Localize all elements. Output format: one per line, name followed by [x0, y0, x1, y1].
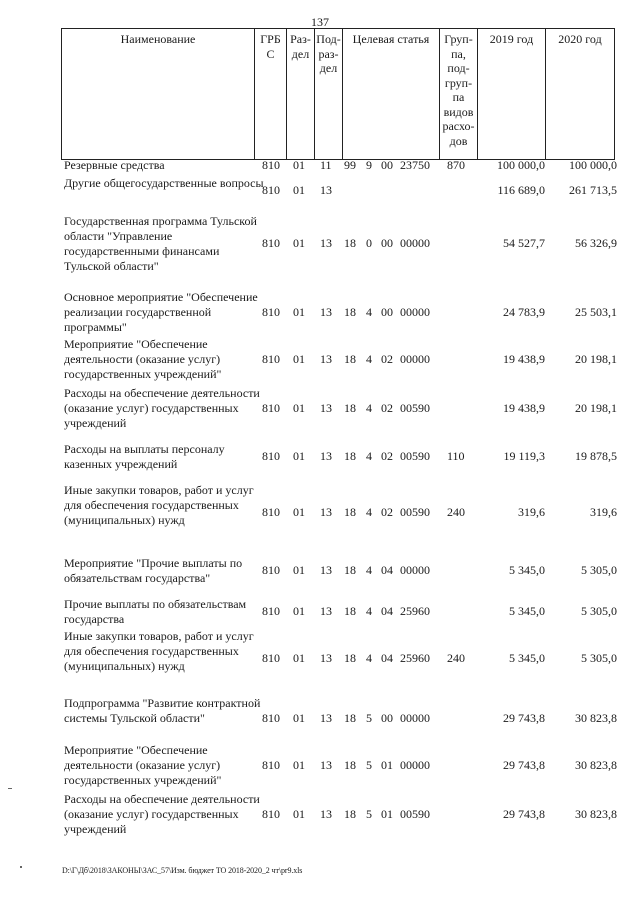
cell-a1: 18 — [344, 604, 356, 618]
cell-v2019: 116 689,0 — [497, 183, 545, 197]
cell-grbs: 810 — [262, 807, 280, 821]
cell-vr: 240 — [447, 505, 465, 519]
cell-a4: 25960 — [400, 604, 430, 618]
cell-pr: 13 — [320, 651, 332, 665]
row-name: Расходы на обеспечение деятельности (оказание услуг) государственных учреждений — [64, 386, 260, 430]
cell-a4: 00000 — [400, 758, 430, 772]
cell-v2020: 5 305,0 — [581, 604, 617, 618]
cell-a3: 04 — [381, 563, 393, 577]
cell-rz: 01 — [293, 604, 305, 618]
cell-a2: 4 — [366, 604, 372, 618]
cell-a3: 01 — [381, 807, 393, 821]
cell-a3: 00 — [381, 158, 393, 172]
cell-pr: 13 — [320, 505, 332, 519]
row-name: Государственная программа Тульской области "Управление государственными финансами Тульской области" — [64, 214, 257, 273]
cell-a2: 4 — [366, 449, 372, 463]
cell-grbs: 810 — [262, 505, 280, 519]
cell-rz: 01 — [293, 158, 305, 172]
cell-pr: 13 — [320, 604, 332, 618]
row-name: Мероприятие "Обеспечение деятельности (оказание услуг) государственных учреждений" — [64, 337, 222, 381]
cell-v2020: 20 198,1 — [575, 352, 617, 366]
cell-a1: 99 — [344, 158, 356, 172]
cell-a4: 00590 — [400, 401, 430, 415]
cell-a4: 00590 — [400, 449, 430, 463]
cell-a2: 4 — [366, 651, 372, 665]
cell-a4: 00000 — [400, 305, 430, 319]
cell-grbs: 810 — [262, 449, 280, 463]
cell-pr: 13 — [320, 401, 332, 415]
cell-v2020: 319,6 — [590, 505, 617, 519]
cell-v2020: 30 823,8 — [575, 711, 617, 725]
cell-a3: 02 — [381, 352, 393, 366]
cell-a3: 01 — [381, 758, 393, 772]
cell-rz: 01 — [293, 505, 305, 519]
page-number: 137 — [311, 15, 329, 29]
cell-grbs: 810 — [262, 158, 280, 172]
cell-a2: 9 — [366, 158, 372, 172]
header-grbs: ГРБ С — [255, 29, 287, 159]
cell-a2: 0 — [366, 236, 372, 250]
cell-a3: 02 — [381, 401, 393, 415]
cell-grbs: 810 — [262, 183, 280, 197]
cell-vr: 870 — [447, 158, 465, 172]
cell-pr: 13 — [320, 758, 332, 772]
cell-a1: 18 — [344, 651, 356, 665]
header-razdel: Раз- дел — [287, 29, 315, 159]
cell-rz: 01 — [293, 449, 305, 463]
header-name: Наименование — [62, 29, 255, 159]
cell-v2020: 20 198,1 — [575, 401, 617, 415]
cell-v2020: 25 503,1 — [575, 305, 617, 319]
cell-v2020: 5 305,0 — [581, 651, 617, 665]
cell-a3: 00 — [381, 236, 393, 250]
header-2019: 2019 год — [478, 29, 546, 159]
cell-a2: 5 — [366, 807, 372, 821]
cell-v2019: 54 527,7 — [503, 236, 545, 250]
cell-rz: 01 — [293, 651, 305, 665]
cell-v2020: 5 305,0 — [581, 563, 617, 577]
cell-v2019: 5 345,0 — [509, 651, 545, 665]
header-2020: 2020 год — [546, 29, 615, 159]
cell-a3: 02 — [381, 449, 393, 463]
cell-a1: 18 — [344, 449, 356, 463]
row-name: Подпрограмма "Развитие контрактной системы Тульской области" — [64, 696, 261, 725]
cell-a1: 18 — [344, 807, 356, 821]
header-target-article: Целевая статья — [343, 29, 440, 159]
cell-a1: 18 — [344, 401, 356, 415]
cell-grbs: 810 — [262, 651, 280, 665]
cell-vr: 110 — [447, 449, 465, 463]
cell-grbs: 810 — [262, 711, 280, 725]
cell-a4: 00000 — [400, 352, 430, 366]
cell-a2: 4 — [366, 352, 372, 366]
cell-a1: 18 — [344, 236, 356, 250]
cell-rz: 01 — [293, 758, 305, 772]
cell-rz: 01 — [293, 352, 305, 366]
cell-pr: 11 — [320, 158, 332, 172]
cell-rz: 01 — [293, 807, 305, 821]
row-name: Основное мероприятие "Обеспечение реализации государственной программы" — [64, 290, 258, 334]
cell-v2019: 24 783,9 — [503, 305, 545, 319]
scan-dot — [20, 866, 22, 868]
cell-a3: 04 — [381, 651, 393, 665]
row-name: Прочие выплаты по обязательствам государства — [64, 597, 247, 626]
cell-grbs: 810 — [262, 563, 280, 577]
cell-rz: 01 — [293, 401, 305, 415]
table-header — [61, 28, 615, 160]
row-name: Расходы на обеспечение деятельности (оказание услуг) государственных учреждений — [64, 792, 260, 836]
cell-v2019: 319,6 — [518, 505, 545, 519]
cell-rz: 01 — [293, 305, 305, 319]
row-name: Иные закупки товаров, работ и услуг для обеспечения государственных (муниципальных) нужд — [64, 483, 254, 527]
cell-v2019: 100 000,0 — [497, 158, 545, 172]
cell-rz: 01 — [293, 711, 305, 725]
cell-a4: 00000 — [400, 236, 430, 250]
cell-pr: 13 — [320, 183, 332, 197]
cell-a3: 00 — [381, 711, 393, 725]
cell-a4: 25960 — [400, 651, 430, 665]
cell-a1: 18 — [344, 711, 356, 725]
cell-v2020: 56 326,9 — [575, 236, 617, 250]
cell-a2: 4 — [366, 505, 372, 519]
cell-v2019: 5 345,0 — [509, 604, 545, 618]
scan-mark — [8, 788, 12, 789]
cell-v2019: 29 743,8 — [503, 758, 545, 772]
row-name: Другие общегосударственные вопросы — [64, 176, 264, 190]
cell-grbs: 810 — [262, 236, 280, 250]
cell-a4: 00590 — [400, 807, 430, 821]
cell-a2: 5 — [366, 711, 372, 725]
cell-rz: 01 — [293, 236, 305, 250]
cell-pr: 13 — [320, 305, 332, 319]
file-path-footer: D:\Г\Дб\2018\ЗАКОНЫ\ЗАС_57\Изм. бюджет ТО 2018-2020_2 чт\pr9.xls — [62, 866, 303, 875]
cell-v2019: 19 119,3 — [503, 449, 545, 463]
cell-pr: 13 — [320, 236, 332, 250]
cell-a3: 04 — [381, 604, 393, 618]
cell-a2: 4 — [366, 401, 372, 415]
cell-a3: 02 — [381, 505, 393, 519]
cell-vr: 240 — [447, 651, 465, 665]
cell-a1: 18 — [344, 758, 356, 772]
cell-a1: 18 — [344, 563, 356, 577]
cell-a2: 5 — [366, 758, 372, 772]
row-name: Расходы на выплаты персоналу казенных учреждений — [64, 442, 225, 471]
cell-v2019: 29 743,8 — [503, 807, 545, 821]
cell-pr: 13 — [320, 449, 332, 463]
cell-a3: 00 — [381, 305, 393, 319]
cell-grbs: 810 — [262, 305, 280, 319]
cell-a2: 4 — [366, 563, 372, 577]
row-name: Резервные средства — [64, 158, 165, 172]
cell-a1: 18 — [344, 505, 356, 519]
cell-a4: 00590 — [400, 505, 430, 519]
cell-v2020: 30 823,8 — [575, 758, 617, 772]
cell-v2019: 5 345,0 — [509, 563, 545, 577]
cell-rz: 01 — [293, 183, 305, 197]
cell-pr: 13 — [320, 711, 332, 725]
cell-a4: 00000 — [400, 711, 430, 725]
cell-v2019: 29 743,8 — [503, 711, 545, 725]
cell-a4: 23750 — [400, 158, 430, 172]
header-podrazdel: Под- раз- дел — [315, 29, 343, 159]
cell-v2019: 19 438,9 — [503, 401, 545, 415]
cell-a1: 18 — [344, 305, 356, 319]
cell-v2020: 261 713,5 — [569, 183, 617, 197]
row-name: Мероприятие "Обеспечение деятельности (оказание услуг) государственных учреждений" — [64, 743, 222, 787]
cell-grbs: 810 — [262, 758, 280, 772]
row-name: Мероприятие "Прочие выплаты по обязательствам государства" — [64, 556, 243, 585]
header-expense-group: Груп- па, под- груп- па видов расхо- дов — [440, 29, 478, 159]
cell-a2: 4 — [366, 305, 372, 319]
cell-v2019: 19 438,9 — [503, 352, 545, 366]
cell-pr: 13 — [320, 563, 332, 577]
row-name: Иные закупки товаров, работ и услуг для обеспечения государственных (муниципальных) нужд — [64, 629, 254, 673]
cell-a4: 00000 — [400, 563, 430, 577]
cell-grbs: 810 — [262, 352, 280, 366]
cell-rz: 01 — [293, 563, 305, 577]
cell-v2020: 19 878,5 — [575, 449, 617, 463]
cell-pr: 13 — [320, 352, 332, 366]
cell-v2020: 30 823,8 — [575, 807, 617, 821]
cell-grbs: 810 — [262, 604, 280, 618]
cell-a1: 18 — [344, 352, 356, 366]
cell-grbs: 810 — [262, 401, 280, 415]
cell-pr: 13 — [320, 807, 332, 821]
cell-v2020: 100 000,0 — [569, 158, 617, 172]
